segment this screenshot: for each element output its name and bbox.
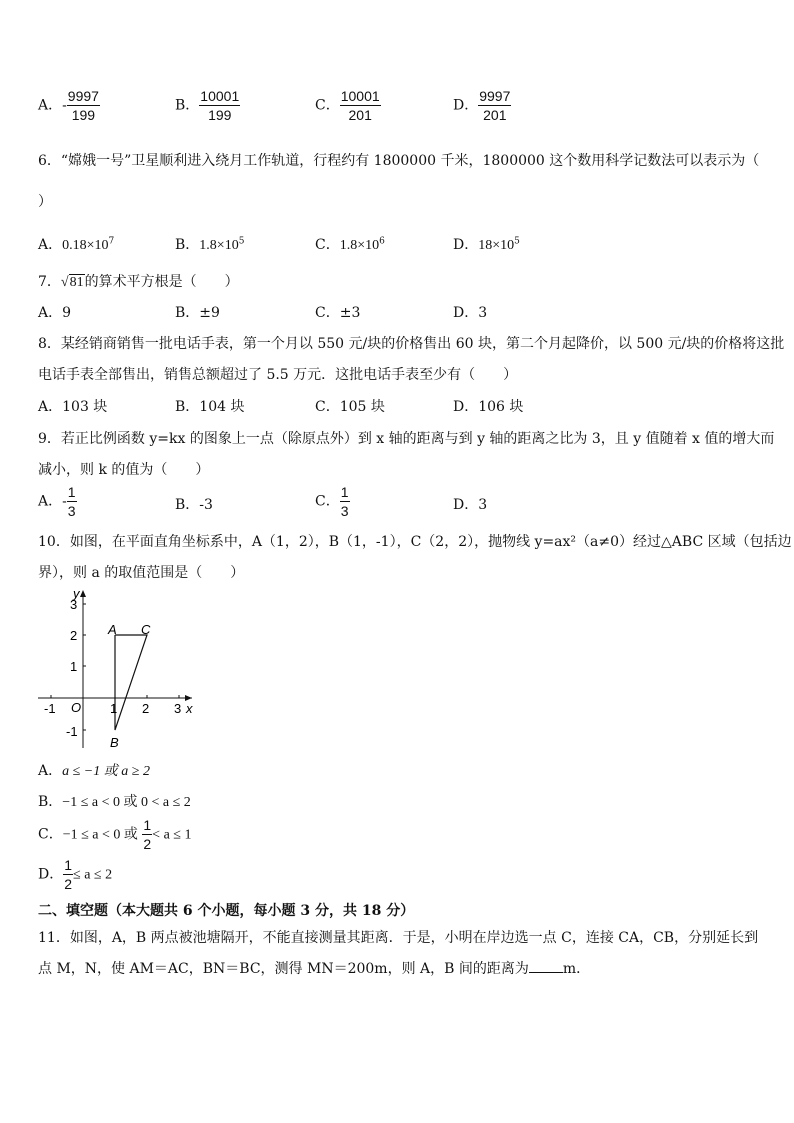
- numerator: 9997: [67, 88, 99, 104]
- denominator: 3: [67, 503, 76, 519]
- point-label-c: C: [141, 622, 151, 637]
- q5-option-b: [175, 89, 240, 122]
- option-value: −1 ≤ a < 0 或 0 < a ≤ 2: [62, 795, 191, 810]
- option-value: 105 块: [339, 399, 385, 415]
- option-label: C．: [315, 399, 340, 415]
- y-axis-label: y: [73, 586, 80, 601]
- fraction: [63, 858, 73, 891]
- q8-stem-line2: 电话手表全部售出，销售总额超过了 5.5 万元．这批电话手表至少有（ ）: [38, 367, 518, 383]
- radicand: 81: [69, 275, 84, 290]
- option-label: B．: [38, 794, 63, 810]
- point-label-a: A: [108, 622, 117, 637]
- q6-option-c: [315, 234, 385, 254]
- option-label: C．: [38, 826, 63, 843]
- numerator: 1: [67, 484, 76, 500]
- q10-option-b: [38, 791, 191, 811]
- q8-stem-line1: 8．某经销商销售一批电话手表，第一个月以 550 元/块的价格售出 60 块，第二个月起降价，以 500 元/块的价格将这批: [38, 336, 785, 352]
- numerator: 10001: [200, 88, 240, 104]
- option-value: a ≤ −1 或 a ≥ 2: [62, 764, 150, 779]
- point-label-b: B: [110, 735, 119, 750]
- q7-option-b: [175, 302, 220, 322]
- q10-option-c: [38, 818, 191, 851]
- fraction: [199, 89, 240, 122]
- q9-stem-line2: 减小，则 k 的值为（ ）: [38, 462, 210, 478]
- denominator: 201: [348, 107, 372, 123]
- q9-option-b: [175, 494, 213, 514]
- option-label: C．: [315, 237, 340, 253]
- option-label: D．: [453, 497, 479, 513]
- y-tick-label: 2: [70, 628, 78, 643]
- q10-stem-line1: 10．如图，在平面直角坐标系中，A（1，2），B（1，-1），C（2，2），抛物线 y=ax²（a≠0）经过△ABC 区域（包括边: [38, 534, 792, 550]
- option-value: 18×10: [478, 238, 515, 253]
- option-value-post: ≤ a ≤ 2: [73, 867, 113, 883]
- x-tick-label: 3: [174, 701, 182, 716]
- q6-option-a: [38, 234, 114, 254]
- y-axis-arrow: [80, 590, 86, 597]
- q7-option-d: [453, 302, 487, 322]
- option-label: D．: [453, 237, 479, 253]
- q9-stem-line1: 9．若正比例函数 y=kx 的图象上一点（除原点外）到 x 轴的距离与到 y 轴的距离之比为 3，且 y 值随着 x 值的增大而: [38, 431, 775, 447]
- fraction: [67, 89, 100, 122]
- option-value: 104 块: [199, 399, 245, 415]
- q11-stem-line1: 11．如图，A，B 两点被池塘隔开，不能直接测量其距离．于是，小明在岸边选一点 C，连接 CA，CB，分别延长到: [38, 930, 759, 946]
- option-label: C．: [315, 305, 340, 321]
- x-tick-label: -1: [44, 701, 56, 716]
- fraction: [142, 818, 152, 851]
- option-value: ±3: [339, 305, 361, 321]
- option-value: 106 块: [478, 399, 524, 415]
- q7-prefix: 7．: [38, 274, 61, 290]
- option-label: A．: [38, 97, 63, 114]
- numerator: 1: [143, 817, 152, 833]
- denominator: 201: [483, 107, 507, 123]
- numerator: 9997: [479, 88, 511, 104]
- option-value: 1.8×10: [199, 238, 239, 253]
- q9-option-a: [38, 485, 77, 518]
- minus-sign: -: [62, 96, 67, 113]
- option-label: B．: [175, 305, 200, 321]
- exponent: 6: [379, 236, 385, 247]
- option-label: C．: [315, 97, 340, 114]
- option-value: 3: [478, 497, 488, 513]
- denominator: 199: [208, 107, 232, 123]
- y-tick-label: 3: [70, 597, 78, 612]
- option-label: D．: [38, 866, 64, 883]
- option-label: A．: [38, 493, 63, 510]
- q10-option-a: [38, 760, 150, 780]
- q6-stem-line2: ）: [38, 194, 52, 210]
- denominator: 199: [71, 107, 96, 123]
- q8-option-d: [453, 396, 523, 416]
- q7-suffix: 的算术平方根是（ ）: [84, 274, 239, 290]
- option-value: 3: [478, 305, 488, 321]
- fraction: [478, 89, 511, 122]
- option-label: B．: [175, 237, 200, 253]
- option-value: 1.8×10: [339, 238, 380, 253]
- y-tick-label: -1: [66, 724, 78, 739]
- section-title: 二、填空题（本大题共 6 个小题，每小题 3 分，共 18 分）: [38, 903, 415, 919]
- y-tick-label: 1: [70, 659, 78, 674]
- q11-stem-line2: [38, 958, 590, 978]
- q11-text-pre: 点 M，N，使 AM＝AC，BN＝BC，测得 MN＝200m，则 A，B 间的距离为: [38, 961, 529, 977]
- q8-option-a: [38, 396, 107, 416]
- fraction: [340, 485, 350, 518]
- origin-label: O: [71, 700, 82, 715]
- option-label: C．: [315, 493, 340, 510]
- fraction: [340, 89, 381, 122]
- option-value: 0.18×10: [62, 238, 109, 253]
- q6-option-b: [175, 234, 244, 254]
- numerator: 10001: [340, 88, 380, 104]
- option-value: -3: [199, 497, 213, 513]
- option-value: 9: [62, 305, 72, 321]
- q5-option-c: [315, 89, 381, 122]
- option-value: ±9: [199, 305, 220, 321]
- x-tick-label: 2: [142, 701, 150, 716]
- q6-stem-line1: 6．“嫦娥一号”卫星顺利进入绕月工作轨道，行程约有 1800000 千米，1800000 这个数用科学记数法可以表示为（: [38, 153, 760, 169]
- q8-option-c: [315, 396, 385, 416]
- option-value: 103 块: [62, 399, 108, 415]
- answer-blank: [529, 960, 563, 973]
- q7-stem: [38, 271, 239, 291]
- q9-option-d: [453, 494, 487, 514]
- q5-option-d: [453, 89, 511, 122]
- option-label: D．: [453, 399, 479, 415]
- q8-option-b: [175, 396, 244, 416]
- radical: √81: [60, 275, 84, 290]
- numerator: 1: [340, 484, 349, 500]
- minus-sign: -: [62, 492, 67, 509]
- q9-option-c: [315, 485, 350, 518]
- x-tick-label: 1: [110, 701, 118, 716]
- denominator: 2: [143, 836, 152, 852]
- option-label: A．: [38, 237, 63, 253]
- option-label: A．: [38, 305, 63, 321]
- option-value-post: < a ≤ 1: [152, 827, 192, 843]
- q5-option-a: [38, 89, 100, 122]
- q10-figure: [32, 586, 202, 754]
- q7-option-c: [315, 302, 360, 322]
- option-label: A．: [38, 399, 63, 415]
- exponent: 5: [238, 236, 245, 247]
- q7-option-a: [38, 302, 71, 322]
- exponent: 5: [514, 236, 520, 247]
- denominator: 3: [340, 503, 349, 519]
- denominator: 2: [64, 876, 73, 892]
- option-label: B．: [175, 399, 200, 415]
- q10-option-d: [38, 858, 112, 891]
- option-value-pre: −1 ≤ a < 0 或: [62, 827, 138, 843]
- numerator: 1: [64, 857, 73, 873]
- q10-stem-line2: 界），则 a 的取值范围是（ ）: [38, 565, 245, 581]
- option-label: B．: [175, 497, 200, 513]
- exponent: 7: [108, 236, 115, 247]
- q11-text-post: m．: [562, 961, 591, 977]
- option-label: B．: [175, 97, 200, 114]
- option-label: A．: [38, 763, 63, 779]
- fraction: [67, 485, 77, 518]
- x-axis-label: x: [186, 701, 193, 716]
- q6-option-d: [453, 234, 520, 254]
- option-label: D．: [453, 97, 479, 114]
- option-label: D．: [453, 305, 479, 321]
